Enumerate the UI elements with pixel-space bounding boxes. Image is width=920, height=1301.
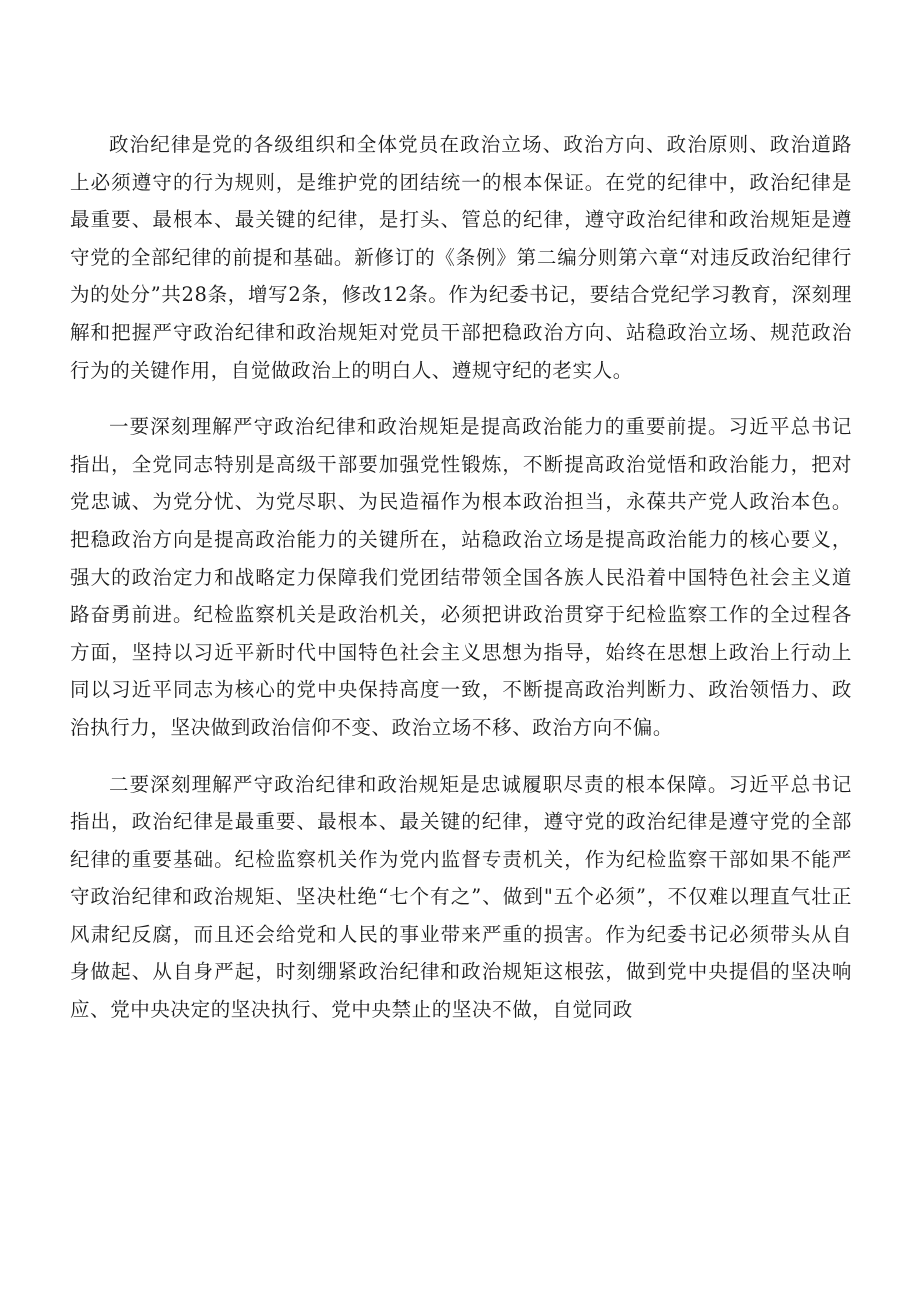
paragraph-loyal-duty: 二要深刻理解严守政治纪律和政治规矩是忠诚履职尽责的根本保障。习近平总书记指出，政治纪律是最重要、最根本、最关键的纪律，遵守党的政治纪律是遵守党的全部纪律的重要基础。纪检监察机关作为党内监督专责机关，作为纪检监察干部如果不能严守政治纪律和政治规矩、坚决杜绝“七个有之”、做到"五个必须”，不仅难以理直气壮正风肃纪反腐，而且还会给党和人民的事业带来严重的损害。作为纪委书记必须带头从自身做起、从自身严起，时刻绷紧政治纪律和政治规矩这根弦，做到党中央提倡的坚决响应、党中央决定的坚决执行、党中央禁止的坚决不做，自觉同政	[70, 772, 852, 1022]
paragraph-political-discipline-intro: 政治纪律是党的各级组织和全体党员在政治立场、政治方向、政治原则、政治道路上必须遵守的行为规则，是维护党的团结统一的根本保证。在党的纪律中，政治纪律是最重要、最根本、最关键的纪律，是打头、管总的纪律，遵守政治纪律和政治规矩是遵守党的全部纪律的前提和基础。新修订的《条例》第二编分则第六章“对违反政治纪律行为的处分”共28条，增写2条，修改12条。作为纪委书记，要结合党纪学习教育，深刻理解和把握严守政治纪律和政治规矩对党员干部把稳政治方向、站稳政治立场、规范政治行为的关键作用，自觉做政治上的明白人、遵规守纪的老实人。	[70, 133, 852, 382]
paragraph-political-capability: 一要深刻理解严守政治纪律和政治规矩是提高政治能力的重要前提。习近平总书记指出，全党同志特别是高级干部要加强党性锻炼，不断提高政治觉悟和政治能力，把对党忠诚、为党分忧、为党尽职、为民造福作为根本政治担当，永葆共产党人政治本色。把稳政治方向是提高政治能力的关键所在，站稳政治立场是提高政治能力的核心要义，强大的政治定力和战略定力保障我们党团结带领全国各族人民沿着中国特色社会主义道路奋勇前进。纪检监察机关是政治机关，必须把讲政治贯穿于纪检监察工作的全过程各方面，坚持以习近平新时代中国特色社会主义思想为指导，始终在思想上政治上行动上同以习近平同志为核心的党中央保持高度一致，不断提高政治判断力、政治领悟力、政治执行力，坚决做到政治信仰不变、政治立场不移、政治方向不偏。	[70, 415, 852, 739]
document-body	[70, 126, 852, 1029]
